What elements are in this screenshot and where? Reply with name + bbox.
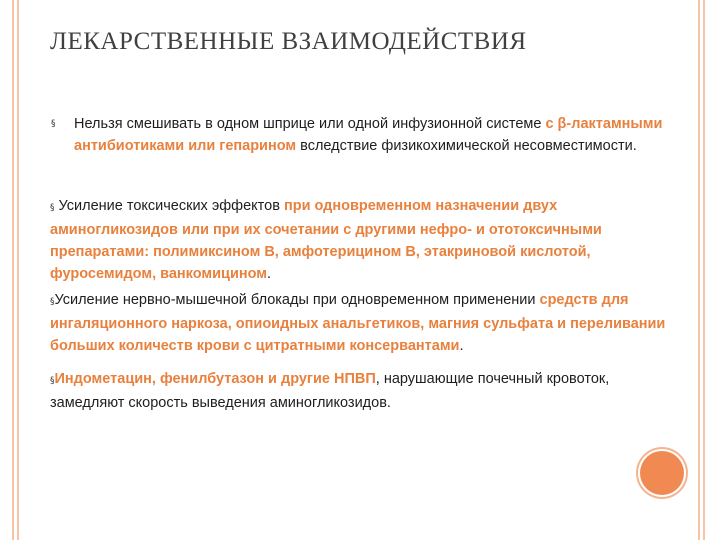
- p2-text-start: Усиление токсических эффектов: [58, 198, 284, 214]
- p1-text-start: Нельзя смешивать в одном шприце или одной инфузионной системе: [74, 116, 546, 132]
- decorative-circle: [640, 451, 684, 495]
- bullet-marker: §: [51, 119, 56, 129]
- p1-text-end: вследствие физикохимической несовместимости.: [296, 138, 637, 154]
- p2-text-end: .: [267, 266, 272, 282]
- p3-text-end: .: [459, 338, 464, 354]
- p4-text-end: , нарушающие почечный кровоток, замедляют скорость выведения аминогликозидов.: [50, 371, 610, 411]
- left-frame-line: [12, 0, 14, 540]
- p3-text-start: Усиление нервно-мышечной блокады при одновременном применении: [54, 292, 540, 308]
- right-frame-line-inner: [698, 0, 700, 540]
- p3-highlight: средств для ингаляционного наркоза, опиоидных анальгетиков, магния сульфата и переливании больших количеств крови с цитратными консервантами: [50, 292, 666, 354]
- bullet-paragraph-4: [50, 368, 670, 414]
- bullet-marker: §: [50, 203, 55, 213]
- bullet-marker: §: [50, 376, 55, 386]
- bullet-marker: §: [50, 297, 55, 307]
- p1-highlight: с β-лактамными антибиотиками или гепарином: [74, 116, 663, 154]
- left-frame-line-inner: [17, 0, 19, 540]
- right-frame-line: [703, 0, 705, 540]
- bullet-paragraph-2: [50, 195, 670, 285]
- p4-highlight: Индометацин, фенилбутазон и другие НПВП: [54, 371, 376, 387]
- bullet-paragraph-3: [50, 289, 670, 357]
- paragraph-1-text: [74, 113, 670, 157]
- p2-highlight: при одновременном назначении двух аминогликозидов или при их сочетании с другими нефро- и ототоксичными препаратами: полимиксином В, амфотерицином В, этакриновой кислотой, фуросемидом, ванкомицином: [50, 198, 602, 282]
- slide-title: ЛЕКАРСТВЕННЫЕ ВЗАИМОДЕЙСТВИЯ: [50, 28, 527, 55]
